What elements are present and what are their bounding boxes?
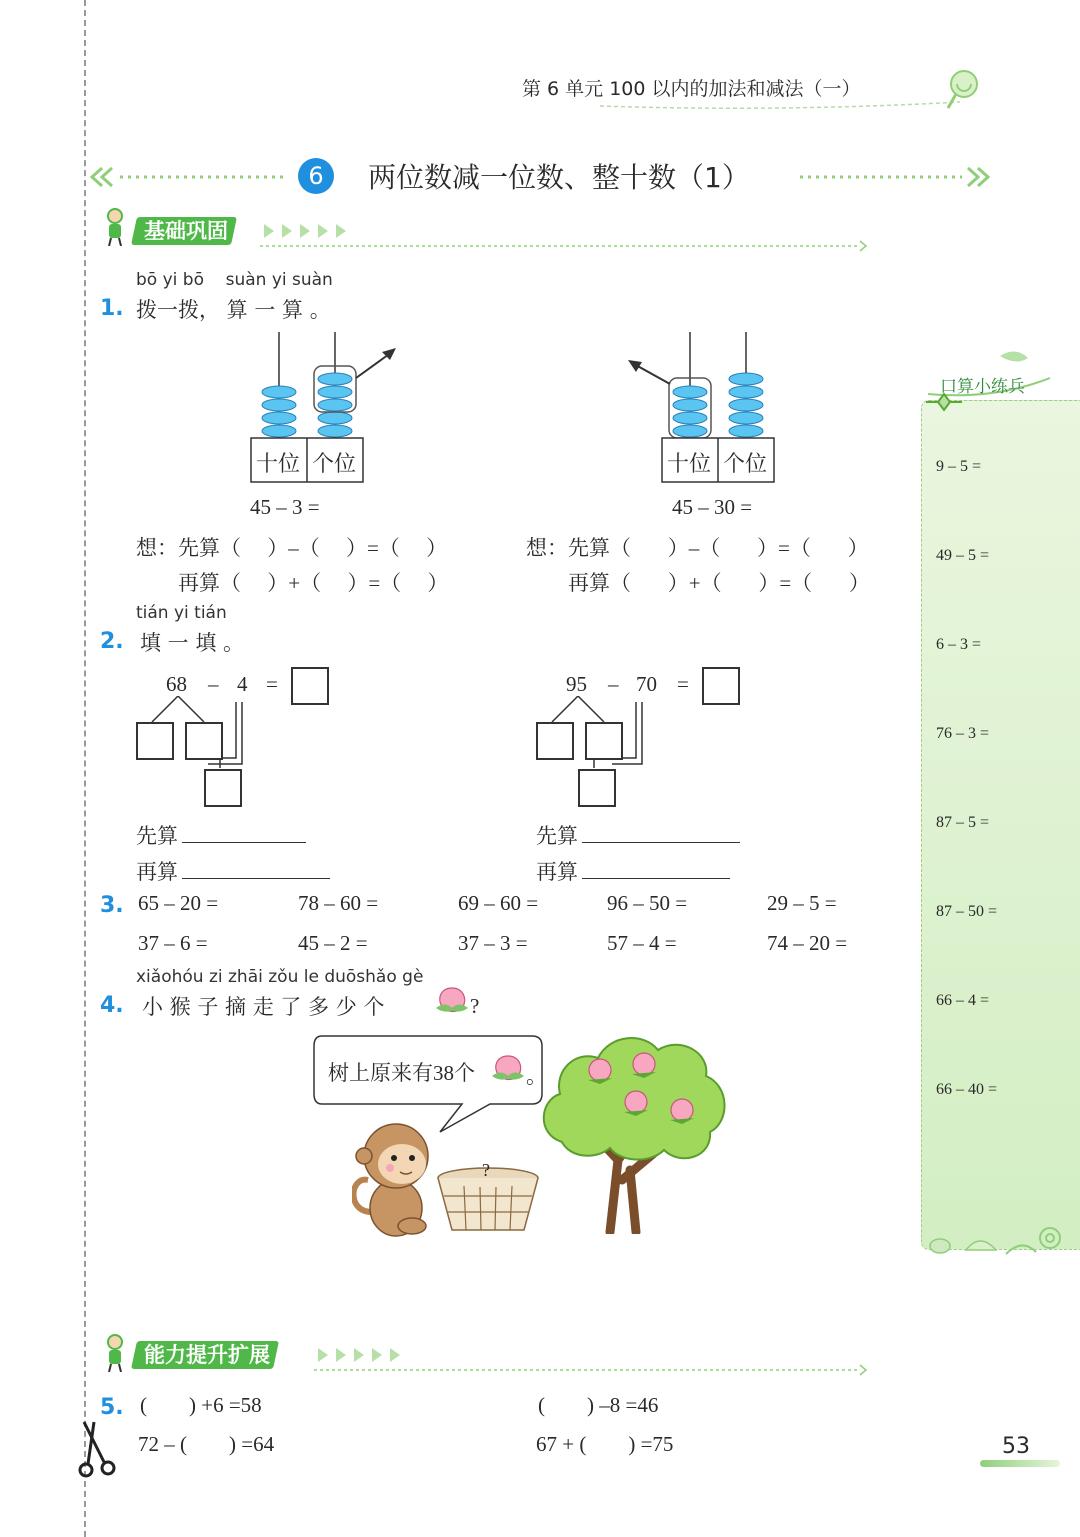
q1-left-equation: 45 – 3 =	[250, 495, 320, 519]
q2-right-first-label: 先算	[536, 824, 578, 848]
q3-r1-c5: 29 – 5 =	[767, 891, 837, 915]
sidebar-item-1: 9 – 5 =	[936, 458, 982, 475]
lesson-number-badge: 6	[298, 158, 334, 194]
bubble-text: 树上原来有38个	[328, 1061, 475, 1085]
sidebar-footer-deco	[926, 1222, 1076, 1264]
sidebar-item-4: 76 – 3 =	[936, 725, 990, 742]
q2-right-eq: =	[677, 672, 689, 696]
q1-think-left-1: 想：先算（ ）–（ ）=（ ）	[136, 536, 448, 560]
section-advanced-rule	[314, 1342, 870, 1378]
q2-left-then-line[interactable]	[182, 878, 330, 879]
q1-text: 拨一拨， 算 一 算 。	[136, 298, 331, 322]
sidebar-item-8: 66 – 40 =	[936, 1081, 998, 1098]
q3-r2-c5: 74 – 20 =	[767, 931, 848, 955]
q2-right-sub-box[interactable]	[578, 769, 616, 807]
peach-icon	[432, 984, 472, 1016]
q2-pinyin: tián yi tián	[136, 603, 227, 623]
q1-pinyin: bō yi bō suàn yi suàn	[136, 270, 333, 290]
q5-item-4: 67 + ( ) =75	[536, 1432, 674, 1456]
lollipop-icon	[938, 66, 982, 110]
sidebar-item-5: 87 – 5 =	[936, 814, 990, 831]
q2-right-first-line[interactable]	[582, 842, 740, 843]
kid-mascot-icon	[100, 206, 130, 246]
monkey-illustration	[352, 1116, 436, 1240]
peach-tree-illustration	[540, 1030, 732, 1234]
q2-left-then-label: 再算	[136, 860, 178, 884]
q3-r1-c3: 69 – 60 =	[458, 891, 539, 915]
abacus-left-label-tens: 十位	[256, 451, 301, 476]
q2-left-first-label: 先算	[136, 824, 178, 848]
cut-line	[84, 0, 86, 1537]
q2-right-tens-box[interactable]	[536, 722, 574, 760]
sidebar-item-2: 49 – 5 =	[936, 547, 990, 564]
q1-think-right-1: 想：先算（ ）–（ ）=（ ）	[526, 536, 869, 560]
q2-right-op: –	[608, 672, 619, 696]
q2-left-op: –	[208, 672, 219, 696]
q3-r1-c2: 78 – 60 =	[298, 891, 379, 915]
q5-item-1: ( ) +6 =58	[140, 1393, 262, 1417]
q2-left-b: 4	[237, 672, 248, 696]
abacus-left-label-ones: 个位	[312, 451, 357, 476]
q2-right-then-line[interactable]	[582, 878, 730, 879]
q3-r1-c1: 65 – 20 =	[138, 891, 219, 915]
basket-question-mark: ?	[482, 1160, 490, 1180]
abacus-right-label-ones: 个位	[723, 451, 768, 476]
title-deco-left	[88, 164, 288, 190]
q1-think-right-2: 再算（ ）+（ ）=（ ）	[568, 571, 870, 595]
page-number: 53	[1002, 1434, 1030, 1459]
q5-item-2: ( ) –8 =46	[538, 1393, 659, 1417]
q2-left-a: 68	[166, 672, 187, 696]
q2-right-a: 95	[566, 672, 587, 696]
lesson-title: 两位数减一位数、整十数（1）	[368, 161, 750, 194]
q4-question-mark: ?	[470, 994, 480, 1018]
q2-right-b: 70	[636, 672, 657, 696]
sidebar-item-7: 66 – 4 =	[936, 992, 990, 1009]
q1-number: 1.	[100, 296, 124, 321]
page-number-underline	[980, 1460, 1060, 1467]
q2-right-ones-box[interactable]	[585, 722, 623, 760]
section-basic-rule	[260, 218, 870, 254]
abacus-right-label-tens: 十位	[667, 451, 712, 476]
q2-number: 2.	[100, 629, 124, 654]
q4-number: 4.	[100, 993, 124, 1018]
q3-r2-c2: 45 – 2 =	[298, 931, 368, 955]
header-underline	[600, 98, 960, 112]
sidebar-title: 口算小练兵	[940, 377, 1025, 397]
q4-pinyin: xiǎohóu zi zhāi zǒu le duōshǎo gè	[136, 967, 424, 987]
q3-r1-c4: 96 – 50 =	[607, 891, 688, 915]
q2-left-tens-box[interactable]	[136, 722, 174, 760]
q2-left-answer-box[interactable]	[291, 667, 329, 705]
title-deco-right	[798, 164, 994, 190]
q2-left-first-line[interactable]	[182, 842, 306, 843]
q2-left-eq: =	[266, 672, 278, 696]
q2-right-answer-box[interactable]	[702, 667, 740, 705]
section-advanced-tag: 能力提升扩展	[131, 1341, 279, 1369]
section-basic-tag: 基础巩固	[131, 217, 237, 245]
bubble-peach-icon	[488, 1052, 528, 1084]
unit-title: 第 6 单元 100 以内的加法和减法（一）	[522, 78, 861, 100]
q2-text: 填 一 填 。	[140, 631, 245, 655]
q5-number: 5.	[100, 1395, 124, 1420]
q2-left-ones-box[interactable]	[185, 722, 223, 760]
q5-item-3: 72 – ( ) =64	[138, 1432, 275, 1456]
q2-right-then-label: 再算	[536, 860, 578, 884]
q1-think-left-2: 再算（ ）+（ ）=（ ）	[178, 571, 449, 595]
kid-mascot-icon-2	[100, 1332, 130, 1372]
q1-right-equation: 45 – 30 =	[672, 495, 753, 519]
bubble-text-end: 。	[526, 1064, 547, 1088]
q3-r2-c3: 37 – 3 =	[458, 931, 528, 955]
q3-r2-c4: 57 – 4 =	[607, 931, 677, 955]
q4-text: 小 猴 子 摘 走 了 多 少 个	[142, 995, 385, 1019]
scissors-icon	[72, 1420, 122, 1480]
sidebar-item-6: 87 – 50 =	[936, 903, 998, 920]
q3-r2-c1: 37 – 6 =	[138, 931, 208, 955]
q3-number: 3.	[100, 893, 124, 918]
q2-left-sub-box[interactable]	[204, 769, 242, 807]
sidebar-item-3: 6 – 3 =	[936, 636, 982, 653]
